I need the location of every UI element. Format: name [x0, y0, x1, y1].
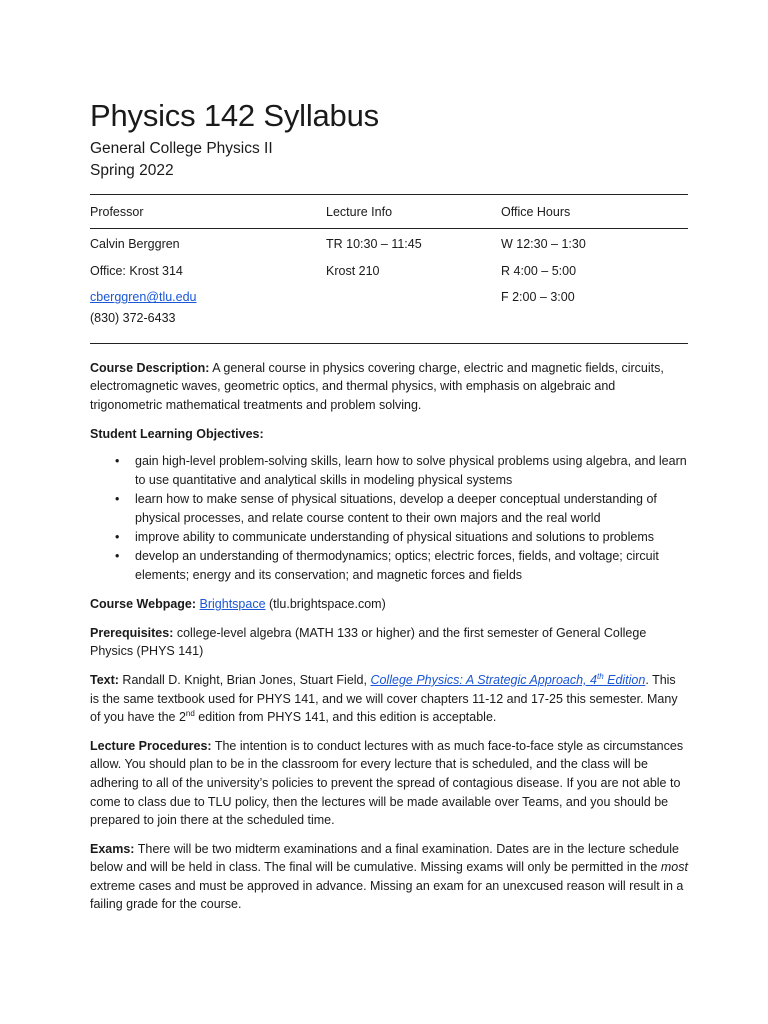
objective-text: develop an understanding of thermodynamics; optics; electric forces, fields, and voltage; circuit elements; energy and its conservation; and magnetic forces and fields [135, 549, 659, 583]
brightspace-link[interactable]: Brightspace [199, 597, 266, 612]
table-row [90, 229, 688, 258]
professor-name: Calvin Berggren [90, 237, 180, 252]
bullet-icon: • [115, 530, 120, 545]
textbook-link[interactable] [370, 673, 645, 687]
lecture-procedures-label: Lecture Procedures: [90, 738, 212, 753]
text-authors: Randall D. Knight, Brian Jones, Stuart Field, [118, 672, 371, 687]
list-item [90, 528, 688, 547]
header-professor: Professor [90, 195, 326, 229]
bullet-icon: • [115, 492, 120, 507]
bullet-icon: • [115, 549, 120, 564]
objective-text: gain high-level problem-solving skills, learn how to solve physical problems using algebra, and learn to use quantitative and analytical skills in modeling physical systems [135, 454, 687, 488]
exams-text: There will be two midterm examinations and a final examination. Dates are in the lecture schedule below and will be held in class. The final will be cumulative. Missing exams will only be permitted in the [90, 841, 679, 875]
course-description-label: Course Description: [90, 360, 210, 375]
prerequisites [90, 624, 688, 661]
list-item [90, 490, 688, 528]
table-cell [326, 311, 501, 344]
table-header-row [90, 195, 688, 229]
course-subtitle: General College Physics II [90, 140, 273, 157]
syllabus-content [90, 96, 688, 914]
prerequisites-label: Prerequisites: [90, 625, 174, 640]
course-description [90, 359, 688, 415]
text-rest-end: edition from PHYS 141, and this edition is acceptable. [194, 710, 497, 725]
course-description-text: A general course in physics covering charge, electric and magnetic fields, circuits, electromagnetic waves, geometric optics, and thermal physics, with emphasis on algebraic and trigonometric mathematical treatments and problem solving. [90, 360, 664, 412]
list-item [90, 452, 688, 490]
list-item [90, 547, 688, 585]
text-rest-sup: nd [185, 708, 195, 718]
webpage-label: Course Webpage: [90, 597, 197, 612]
course-webpage [90, 595, 688, 614]
professor-email-link[interactable]: cberggren@tlu.edu [90, 290, 197, 305]
prerequisites-text: college-level algebra (MATH 133 or higher) and the first semester of General College Physics (PHYS 141) [90, 625, 647, 659]
office-hours-wed: W 12:30 – 1:30 [501, 237, 586, 252]
textbook-title: College Physics: A Strategic Approach, 4 [370, 672, 597, 687]
header-office-hours: Office Hours [501, 195, 688, 229]
text-label: Text: [90, 672, 119, 687]
text-rest: . This is the same textbook used for PHYS 141, and we will cover chapters 11-12 and 17-25 this semester. Many of you have the 2 [90, 672, 678, 725]
objective-text: learn how to make sense of physical situations, develop a deeper conceptual understanding of physical processes, and relate course content to their own majors and the real world [135, 492, 657, 526]
objectives-list [90, 452, 688, 585]
textbook-edition: Edition [603, 672, 646, 687]
objective-text: improve ability to communicate understanding of physical situations and solutions to problems [135, 530, 655, 545]
office-hours-fri: F 2:00 – 3:00 [501, 290, 575, 305]
objectives-label: Student Learning Objectives: [90, 426, 264, 441]
lecture-room: Krost 210 [326, 263, 380, 278]
exams-emphasis: most [660, 860, 688, 875]
table-row [90, 284, 688, 311]
table-row [90, 311, 688, 344]
header-lecture-info: Lecture Info [326, 195, 501, 229]
exams-label: Exams: [90, 841, 135, 856]
webpage-url: (tlu.brightspace.com) [265, 597, 386, 612]
exams-section [90, 840, 688, 914]
lecture-procedures-text: The intention is to conduct lectures with as much face-to-face style as circumstances allow. You should plan to be in the classroom for every lecture that is scheduled, and the class will be adhering to all of the university’s policies to prevent the spread of contagious disease. If you are not able to come to class due to TLU policy, then the lectures will be made available over Teams, and you should be prepared to join there at the scheduled time. [90, 738, 684, 828]
objectives-heading [90, 425, 688, 444]
office-hours-thu: R 4:00 – 5:00 [501, 263, 577, 278]
lecture-time: TR 10:30 – 11:45 [326, 237, 422, 252]
term-label: Spring 2022 [90, 162, 174, 179]
exams-text-end: extreme cases and must be approved in advance. Missing an exam for an unexcused reason will result in a failing grade for the course. [90, 878, 684, 912]
course-info-table [90, 194, 688, 344]
table-row [90, 258, 688, 285]
page-title: Physics 142 Syllabus [90, 98, 379, 133]
table-cell [326, 284, 501, 311]
bullet-icon: • [115, 454, 120, 469]
textbook-sup: th [596, 671, 604, 681]
textbook-section [90, 671, 688, 727]
professor-phone: (830) 372-6433 [90, 311, 326, 344]
professor-office: Office: Krost 314 [90, 263, 183, 278]
table-cell [501, 311, 688, 344]
table-cell [90, 284, 326, 311]
lecture-procedures [90, 737, 688, 830]
